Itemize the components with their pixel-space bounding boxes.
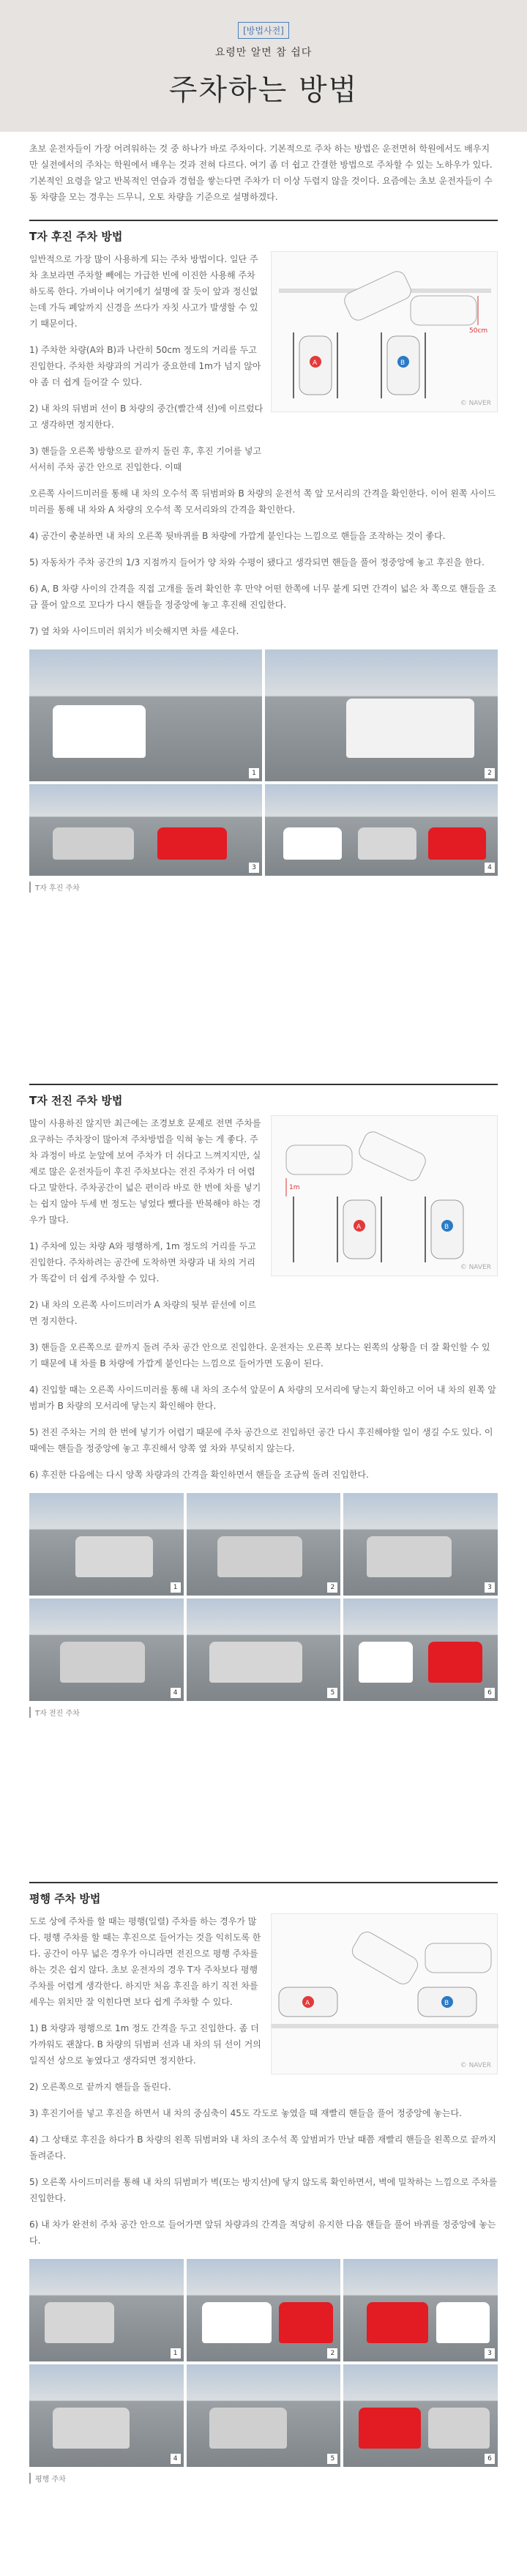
parking-photo: [343, 2259, 498, 2361]
diagram-svg: [272, 252, 498, 413]
lead-paragraph: 1) B 차량과 평행으로 1m 정도 간격을 두고 진입한다. 좀 더 가까워도 괜찮다. B 차량의 뒤범퍼 선과 내 차의 뒤 선이 거의 일직선 상으로 놓였다고 생각되면 정지한다.: [29, 2023, 261, 2066]
photo-grid: [29, 2259, 498, 2467]
photo-number: 4: [171, 2454, 181, 2464]
lead-paragraph: 3) 핸들을 오른쪽 방향으로 끝까지 돌린 후, 후진 기어를 넣고 서서히 주차 공간 안으로 진입한다. 이때: [29, 446, 262, 472]
section-title: 평행 주차 방법: [29, 1882, 498, 1913]
article-title: 주차하는 방법: [168, 73, 359, 107]
step-text: 3) 후진기어를 넣고 후진을 하면서 내 차의 중심축이 45도 각도로 놓였을 때 재빨리 핸들을 풀어 정중앙에 놓는다.: [29, 2108, 462, 2118]
section-title: T자 전진 주차 방법: [29, 1084, 498, 1115]
photo-grid: [29, 1493, 498, 1701]
photo-number: 5: [327, 2454, 337, 2464]
photo-number: 1: [171, 1582, 181, 1593]
photo-number: 3: [485, 2348, 495, 2359]
lead-paragraph: 일반적으로 가장 많이 사용하게 되는 주차 방법이다. 일단 주차 초보라면 주차할 빼에는 가급한 빈에 이진한 사용해 주차하도록 한다. 가벼이나 여기에기 설명에 잘 듯이 앞과 정신없는데 가득 폐알까지 신경을 쓰다가 자칫 사고가 발생할 수 있기 때문이다.: [29, 254, 258, 329]
car-b-label: B: [400, 360, 405, 367]
step-text: 4) 진입할 때는 오른쪽 사이드미러를 통해 내 차의 조수석 앞문이 A 차량의 모서리에 닿는지 확인하고 이어 내 차의 왼쪽 앞범퍼가 B 차량의 모서리에 닿는지 확인해야 한다.: [29, 1385, 496, 1411]
parking-photo: [29, 2364, 184, 2467]
article-header: [0, 0, 527, 132]
parking-photo: [187, 2364, 341, 2467]
parking-photo: [29, 784, 262, 876]
photo-number: 2: [485, 768, 495, 778]
article-subtitle: 요령만 알면 참 쉽다: [214, 47, 313, 59]
photo-number: 1: [171, 2348, 181, 2359]
photo-number: 1: [249, 768, 259, 778]
photo-number: 2: [327, 1582, 337, 1593]
distance-label: 1m: [289, 1184, 300, 1191]
parking-diagram: [271, 251, 498, 412]
parking-photo: [29, 2259, 184, 2361]
car-a-label: A: [313, 360, 318, 367]
step-text: 5) 오른쪽 사이드미러를 통해 내 차의 뒤범퍼가 벽(또는 방지선)에 닿지 않도록 확인하면서, 벽에 밀착하는 느낌으로 주차를 진입한다.: [29, 2177, 498, 2203]
step-text: 5) 전진 주차는 거의 한 번에 넣기가 어렵기 때문에 주차 공간으로 진입하던 공간 다시 후진해야할 일이 생길 수도 있다. 이때에는 핸들을 정중앙에 놓고 후진해서 양쪽 옆 차와 부딪히지 않는다.: [29, 1427, 493, 1453]
car-a-label: A: [356, 1224, 362, 1231]
photo-caption: T자 후진 주차: [29, 882, 498, 893]
photo-number: 3: [249, 863, 259, 873]
section-lead: [29, 1913, 264, 2105]
lead-paragraph: 2) 오른쪽으로 끝까지 핸들을 돌린다.: [29, 2082, 171, 2092]
photo-number: 4: [485, 863, 495, 873]
section-t-forward: [0, 1084, 527, 1853]
step-text: 6) A, B 차량 사이의 간격을 직접 고개를 돌려 확인한 후 만약 어떤 한쪽에 너무 붙게 되면 간격이 넓은 차 쪽으로 핸들을 조금 풀어 앞으로 꼬다가 다시 핸들을 정중앙에 놓고 후진해 진입한다.: [29, 584, 497, 610]
step-text: 3) 핸들을 오른쪽으로 끝까지 돌려 주차 공간 안으로 진입한다. 운전자는 오른쪽 보다는 왼쪽의 상황을 더 잘 확인할 수 있기 때문에 내 차를 B 차량에 가깝게 붙인다는 느낌으로 들어가면 도움이 된다.: [29, 1342, 490, 1369]
lead-paragraph: 많이 사용하진 않지만 최근에는 조경보호 문제로 전면 주차를 요구하는 주차장이 많아져 주차방법을 익혀 놓는 게 좋다. 주차 과정이 바로 눈앞에 보여 주차가 더 쉬다고 느껴지지만, 실제로 많은 운전자들이 후진 주차보다는 전진 주차가 더 어렵다고 말한다. 주차공간이 넓은 편이라 바로 한 번에 차를 넣기는 쉽지 않아 두세 번 정도는 넣었다 뺐다를 반복해야 하는 경우가 많다.: [29, 1118, 261, 1225]
parking-photo: [187, 1493, 341, 1596]
category-badge: [방법사전]: [238, 22, 289, 39]
diagram-watermark: © NAVER: [460, 400, 491, 407]
parking-photo: [265, 784, 498, 876]
parking-photo: [29, 1598, 184, 1701]
step-text: 5) 자동차가 주차 공간의 1/3 지점까지 들어가 양 차와 수평이 됐다고 생각되면 핸들을 풀어 정중앙에 놓고 후진을 한다.: [29, 557, 485, 567]
section-lead: [29, 1115, 264, 1339]
photo-grid: [29, 649, 498, 876]
lead-paragraph: 2) 내 차의 뒤범퍼 선이 B 차량의 중간(빨간색 선)에 이르렀다고 생각하면 정지한다.: [29, 403, 264, 430]
photo-caption: T자 전진 주차: [29, 1707, 498, 1718]
diagram-svg: [272, 1914, 498, 2075]
section-t-reverse: [0, 220, 527, 1040]
parking-photo: [29, 1493, 184, 1596]
lead-paragraph: 도로 상에 주차를 할 때는 평행(일렬) 주차를 하는 경우가 많다. 평행 주차를 할 때는 후진으로 들어가는 것을 익히도록 한다. 공간이 아무 넓은 경우가 아니라면 전진으로 평행 주차를 하는 것은 쉽지 않다. 초보 운전자의 경우 T자 주차보다 평행 주차를 어렵게 생각한다. 하지만 처음 후진을 하기 직전 차를 세우는 위치만 잘 익힌다면 보다 쉽게 주차할 수 있다.: [29, 1916, 261, 2007]
diagram-watermark: © NAVER: [460, 1264, 491, 1271]
parking-photo: [187, 2259, 341, 2361]
step-text: 6) 후진한 다음에는 다시 양쪽 차량과의 간격을 확인하면서 핸들을 조금씩 돌려 진입한다.: [29, 1470, 369, 1480]
distance-label: 50cm: [469, 327, 488, 335]
parking-photo: [29, 649, 262, 781]
diagram-watermark: © NAVER: [460, 2062, 491, 2069]
parking-photo: [187, 1598, 341, 1701]
step-text: 오른쪽 사이드미러를 통해 내 차의 오수석 쪽 뒤범퍼와 B 차량의 운전석 쪽 앞 모서리의 간격을 확인한다. 이어 왼쪽 사이드미러를 통해 내 차와 A 차량의 오수석 쪽 모서리와의 간격을 확인한다.: [29, 488, 496, 515]
photo-caption: 평행 주차: [29, 2473, 498, 2484]
parking-photo: [343, 1493, 498, 1596]
step-text: 4) 그 상태로 후진을 하다가 B 차량의 왼쪽 뒤범퍼와 내 차의 조수석 쪽 앞범퍼가 만날 때쯤 재빨리 핸들을 왼쪽으로 끝까지 돌려준다.: [29, 2134, 496, 2161]
section-steps: [29, 1339, 498, 1483]
parking-photo: [343, 2364, 498, 2467]
lead-paragraph: 1) 주차한 차량(A와 B)과 나란히 50cm 정도의 거리를 두고 진입한다. 주차한 차량과의 거리가 중요한데 1m가 넘지 않아야 좀 더 쉽게 들어갈 수 있다.: [29, 345, 261, 387]
parking-photo: [343, 1598, 498, 1701]
parking-diagram: [271, 1913, 498, 2074]
intro-text: 초보 운전자들이 가장 어려워하는 것 중 하나가 바로 주차이다. 기본적으로 주차 하는 방법은 운전면허 학원에서도 배우지만 실전에서의 주차는 학원에서 배우는 것과 전혀 다르다. 여기 좀 더 쉽고 간결한 방법으로 주차할 수 있는 노하우가 있다. 기본적인 요령을 알고 반복적인 연습과 경험을 쌓는다면 주차가 더 이상 두렵지 않을 것이다. 요즘에는 초보 운전자들이 수동 차량을 모는 경우는 드무니, 오토 차량을 기준으로 설명하겠다.: [29, 144, 493, 202]
lead-paragraph: 1) 주차에 있는 차량 A와 평행하게, 1m 정도의 거리를 두고 진입한다. 주차하려는 공간에 도착하면 차량과 내 차의 거리가 똑같이 더 쉽게 주차할 수 있다.: [29, 1241, 256, 1284]
car-b-label: B: [444, 1224, 449, 1231]
section-steps: [29, 485, 498, 639]
step-text: 7) 옆 차와 사이드미러 위치가 비슷해지면 차를 세운다.: [29, 626, 239, 636]
step-text: 4) 공간이 충분하면 내 차의 오른쪽 뒷바퀴를 B 차량에 가깝게 붙인다는 느낌으로 핸들을 조작하는 것이 좋다.: [29, 531, 446, 541]
diagram-svg: [272, 1116, 498, 1277]
section-lead: [29, 251, 264, 485]
section-title: T자 후진 주차 방법: [29, 220, 498, 251]
section-steps: [29, 2105, 498, 2249]
photo-number: 6: [485, 1688, 495, 1698]
photo-number: 6: [485, 2454, 495, 2464]
lead-paragraph: 2) 내 차의 오른쪽 사이드미러가 A 차량의 뒷부 끝선에 이르면 정지한다.: [29, 1300, 256, 1326]
photo-number: 3: [485, 1582, 495, 1593]
step-text: 6) 내 차가 완전히 주차 공간 안으로 들어가면 앞뒤 차량과의 간격을 적당히 유지한 다음 핸들을 풀어 바퀴를 정중앙에 놓는다.: [29, 2219, 496, 2246]
car-b-label: B: [444, 2000, 449, 2007]
section-parallel: [0, 1882, 527, 2576]
parking-diagram: [271, 1115, 498, 1276]
photo-number: 2: [327, 2348, 337, 2359]
photo-number: 4: [171, 1688, 181, 1698]
photo-number: 5: [327, 1688, 337, 1698]
car-a-label: A: [305, 2000, 310, 2007]
parking-photo: [265, 649, 498, 781]
